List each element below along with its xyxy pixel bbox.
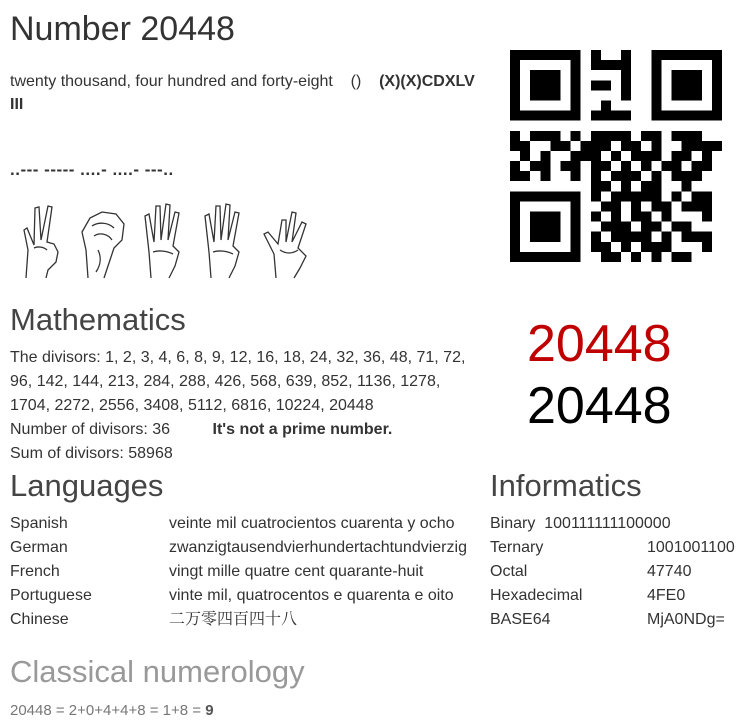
base-label: Ternary bbox=[490, 539, 544, 556]
binary-value: 100111111100000 bbox=[544, 515, 671, 532]
language-text: vingt mille quatre cent quarante-huit bbox=[169, 563, 424, 580]
mathematics-heading: Mathematics bbox=[10, 302, 186, 337]
hand-two-icon bbox=[18, 200, 68, 280]
base-value: 4FE0 bbox=[647, 587, 686, 604]
language-text: 二万零四百四十八 bbox=[169, 611, 298, 628]
base-label: BASE64 bbox=[490, 611, 551, 628]
languages-heading: Languages bbox=[10, 468, 164, 503]
binary-row bbox=[490, 512, 671, 536]
divisors-line: The divisors: 1, 2, 3, 4, 6, 8, 9, 12, 16, 18, 24, 32, 36, 48, 71, 72, bbox=[10, 349, 466, 366]
language-text: veinte mil cuatrocientos cuarenta y ocho bbox=[169, 515, 455, 532]
language-name: German bbox=[10, 539, 68, 556]
number-red: 20448 bbox=[527, 315, 672, 373]
hand-zero-icon bbox=[78, 200, 128, 280]
number-words: twenty thousand, four hundred and forty-eight bbox=[10, 73, 333, 90]
hand-four-icon bbox=[139, 200, 189, 280]
divisors-line: 1704, 2272, 2556, 3408, 5112, 6816, 10224, 20448 bbox=[10, 397, 374, 414]
number-words-line bbox=[10, 70, 480, 94]
number-black: 20448 bbox=[527, 377, 672, 435]
numerology-equation: 20448 = 2+0+4+4+8 = 1+8 = bbox=[10, 702, 206, 719]
base-label: Hexadecimal bbox=[490, 587, 583, 604]
numerology-line bbox=[10, 702, 214, 719]
language-name: Portuguese bbox=[10, 587, 92, 604]
language-name: French bbox=[10, 563, 60, 580]
informatics-heading: Informatics bbox=[490, 468, 642, 503]
paren: () bbox=[350, 73, 362, 90]
roman-numeral-cont: III bbox=[10, 96, 24, 113]
language-text: zwanzigtausendvierhundertachtundvierzig bbox=[169, 539, 467, 556]
language-name: Spanish bbox=[10, 515, 68, 532]
roman-numeral: (X)(X)CDXLV bbox=[379, 73, 475, 90]
base-value: 47740 bbox=[647, 563, 692, 580]
language-name: Chinese bbox=[10, 611, 69, 628]
divisor-sum: Sum of divisors: 58968 bbox=[10, 445, 173, 462]
divisor-count-line bbox=[10, 418, 480, 442]
qr-code-icon bbox=[510, 50, 722, 262]
morse-code: ..--- ----- ....- ....- ---.. bbox=[10, 160, 174, 179]
base-label: Octal bbox=[490, 563, 528, 580]
hand-signs bbox=[18, 200, 322, 285]
base-value: MjA0NDg= bbox=[647, 611, 725, 628]
numerology-heading: Classical numerology bbox=[10, 654, 305, 689]
hand-four-icon bbox=[199, 200, 249, 280]
divisors-block bbox=[10, 346, 480, 466]
language-text: vinte mil, quatrocentos e quarenta e oito bbox=[169, 587, 454, 604]
prime-status: It's not a prime number. bbox=[212, 421, 393, 438]
base-value: 1001001100 bbox=[647, 539, 735, 556]
page-title: Number 20448 bbox=[10, 10, 235, 48]
divisor-count: Number of divisors: 36 bbox=[10, 421, 171, 438]
hand-eight-icon bbox=[260, 200, 316, 280]
divisors-line: 96, 142, 144, 213, 284, 288, 426, 568, 639, 852, 1136, 1278, bbox=[10, 373, 441, 390]
numerology-result: 9 bbox=[205, 702, 214, 719]
binary-label: Binary bbox=[490, 515, 536, 532]
